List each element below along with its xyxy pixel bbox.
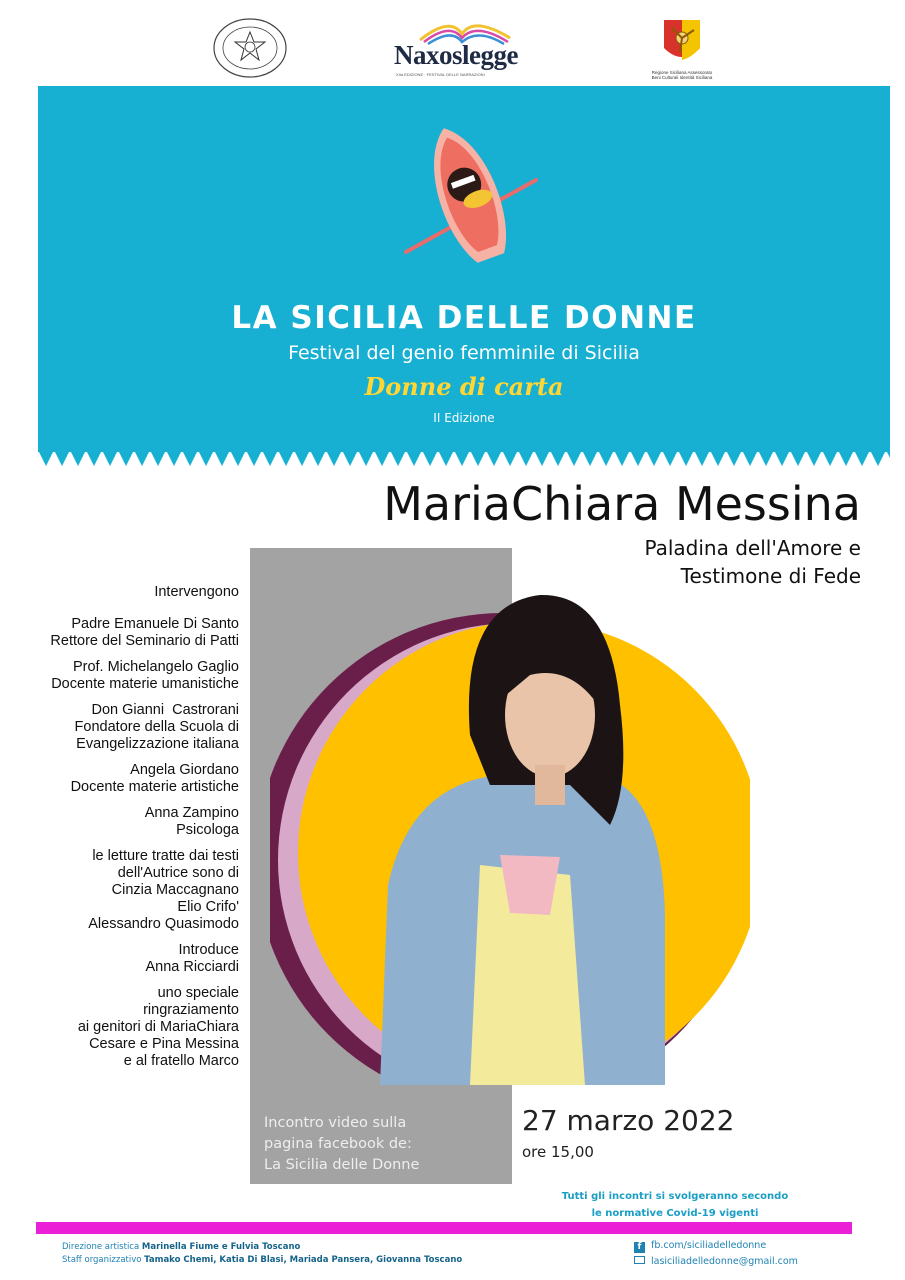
regione-siciliana-text: Regione Siciliana Assessorato Beni Culturali Identità Siciliana xyxy=(651,70,713,80)
video-note-line1: Incontro video sulla xyxy=(264,1115,407,1131)
direzione-label: Direzione artistica xyxy=(62,1242,140,1252)
facebook-link[interactable]: fb.com/siciliadelledonne xyxy=(651,1240,767,1251)
footer-divider-bar xyxy=(36,1222,852,1234)
speaker-line: uno speciale xyxy=(157,985,239,1001)
direzione-names: Marinella Fiume e Fulvia Toscano xyxy=(141,1242,301,1252)
speaker-block xyxy=(0,762,239,796)
speaker-line: Elio Crifo' xyxy=(177,899,239,915)
festival-subtitle: Festival del genio femminile di Sicilia xyxy=(288,342,640,364)
speakers-list xyxy=(0,584,239,1079)
facebook-icon: f xyxy=(634,1242,645,1253)
speaker-line: Fondatore della Scuola di xyxy=(74,719,239,735)
naxoslegge-logo xyxy=(390,12,532,78)
speaker-line: dell'Autrice sono di xyxy=(117,865,239,881)
government-seal-logo xyxy=(212,18,288,78)
footer-credits xyxy=(62,1241,462,1267)
staff-label: Staff organizzativo xyxy=(62,1255,142,1265)
email-contact[interactable] xyxy=(634,1254,798,1270)
covid-notice-line2: le normative Covid-19 vigenti xyxy=(591,1208,759,1219)
speaker-line: Docente materie umanistiche xyxy=(51,676,239,692)
event-time: ore 15,00 xyxy=(522,1143,594,1161)
speaker-block xyxy=(0,805,239,839)
portrait-artwork xyxy=(270,585,750,1085)
speaker-line: Don Gianni Castrorani xyxy=(91,702,239,718)
speaker-line: Prof. Michelangelo Gaglio xyxy=(72,659,239,675)
speaker-block xyxy=(0,702,239,753)
event-subtitle-line2: Testimone di Fede xyxy=(680,564,861,588)
video-note-line3: La Sicilia delle Donne xyxy=(264,1157,420,1173)
event-subtitle-line1: Paladina dell'Amore e xyxy=(644,536,861,560)
speaker-line: e al fratello Marco xyxy=(123,1053,239,1069)
rowing-woman-illustration xyxy=(396,120,546,270)
speaker-block xyxy=(0,616,239,650)
event-name: MariaChiara Messina xyxy=(383,477,861,531)
covid-notice-line1: Tutti gli incontri si svolgeranno secondo xyxy=(561,1191,789,1202)
covid-notice xyxy=(540,1188,810,1222)
email-link[interactable]: lasiciliadelledonne@gmail.com xyxy=(651,1256,798,1267)
naxoslegge-subtitle: XIIa EDIZIONE · FESTIVAL DELLE NARRAZIONI xyxy=(396,72,485,77)
readers-block xyxy=(0,848,239,933)
speaker-line: Introduce xyxy=(178,942,239,958)
speaker-line: ringraziamento xyxy=(143,1002,239,1018)
facebook-contact[interactable] xyxy=(634,1238,798,1254)
speaker-line: ai genitori di MariaChiara xyxy=(77,1019,239,1035)
speaker-line: Cesare e Pina Messina xyxy=(89,1036,239,1052)
video-note xyxy=(264,1113,419,1176)
speaker-line: Rettore del Seminario di Patti xyxy=(50,633,239,649)
mail-icon xyxy=(634,1256,645,1264)
footer-staff xyxy=(62,1254,462,1267)
video-note-line2: pagina facebook de: xyxy=(264,1136,412,1152)
speaker-line: Docente materie artistiche xyxy=(70,779,239,795)
speaker-line: Anna Zampino xyxy=(144,805,239,821)
speaker-line: Anna Ricciardi xyxy=(145,959,239,975)
speaker-block xyxy=(0,659,239,693)
speaker-line: Angela Giordano xyxy=(130,762,239,778)
footer-direzione xyxy=(62,1241,462,1254)
regione-siciliana-logo xyxy=(650,14,714,86)
event-date: 27 marzo 2022 xyxy=(522,1104,735,1137)
speaker-line: Cinzia Maccagnano xyxy=(111,882,239,898)
banner-zigzag-edge xyxy=(38,450,890,468)
speaker-line: Psicologa xyxy=(176,822,239,838)
event-subtitle xyxy=(644,534,861,590)
staff-names: Tamako Chemi, Katia Di Blasi, Mariada Pansera, Giovanna Toscano xyxy=(144,1255,463,1265)
thanks-block xyxy=(0,985,239,1070)
naxoslegge-wordmark: Naxoslegge xyxy=(394,40,518,70)
speaker-line: le letture tratte dai testi xyxy=(92,848,239,864)
speakers-heading: Intervengono xyxy=(154,584,239,600)
speaker-line: Evangelizzazione italiana xyxy=(76,736,239,752)
festival-edition: II Edizione xyxy=(433,411,495,425)
festival-title: LA SICILIA DELLE DONNE xyxy=(231,300,697,336)
footer-contacts xyxy=(634,1238,798,1270)
speaker-line: Alessandro Quasimodo xyxy=(88,916,239,932)
introduce-block xyxy=(0,942,239,976)
speaker-line: Padre Emanuele Di Santo xyxy=(71,616,239,632)
festival-tagline: Donne di carta xyxy=(364,372,564,401)
